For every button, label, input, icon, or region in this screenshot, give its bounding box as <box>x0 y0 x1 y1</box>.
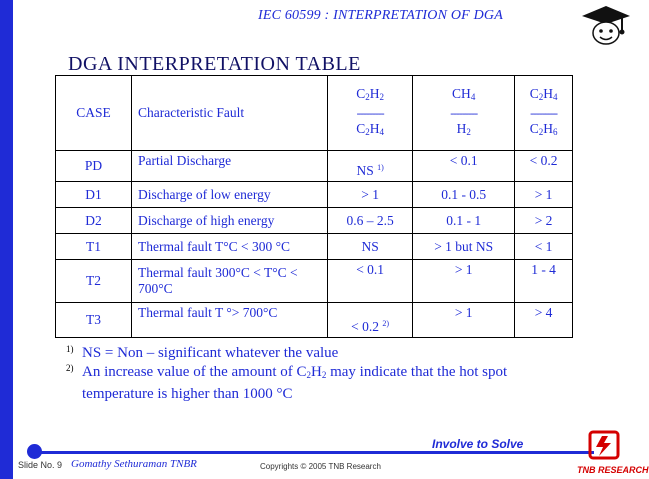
table-row <box>56 303 573 338</box>
table-row <box>56 151 573 182</box>
footnote-marker: 1) <box>66 344 74 354</box>
table-row <box>56 260 573 303</box>
header-title: IEC 60599 : INTERPRETATION OF DGA <box>258 8 503 23</box>
row-ratio1: 0.6 – 2.5 <box>328 208 413 234</box>
row-ratio2: < 0.1 <box>413 151 515 182</box>
table-row <box>56 208 573 234</box>
footnote-1 <box>66 344 566 363</box>
row-ratio1: > 1 <box>328 182 413 208</box>
row-case: T1 <box>56 234 132 260</box>
row-fault: Thermal fault T °> 700°C <box>132 303 328 338</box>
row-case: T3 <box>56 303 132 338</box>
author-name: Gomathy Sethuraman TNBR <box>71 458 197 470</box>
footer-bullet-dot <box>27 444 42 459</box>
table-row <box>56 234 573 260</box>
row-fault: Thermal fault T°C < 300 °C <box>132 234 328 260</box>
row-ratio2: 0.1 - 0.5 <box>413 182 515 208</box>
table-header-row <box>56 76 573 151</box>
dga-interpretation-table <box>55 75 573 338</box>
table-row <box>56 182 573 208</box>
row-case: PD <box>56 151 132 182</box>
row-fault: Partial Discharge <box>132 151 328 182</box>
row-ratio2: 0.1 - 1 <box>413 208 515 234</box>
row-fault: Discharge of low energy <box>132 182 328 208</box>
row-case: T2 <box>56 260 132 303</box>
row-ratio2: > 1 but NS <box>413 234 515 260</box>
footnote-2: 2) An increase value of the amount of $C_2H_2$ may indicate that the hot spot temperature is higher than 1000 °C <box>66 363 566 404</box>
row-ratio3: 1 - 4 <box>515 260 573 303</box>
footnote-text: NS = Non – significant whatever the value <box>82 345 339 361</box>
header-case: CASE <box>56 76 132 151</box>
row-ratio3: < 0.2 <box>515 151 573 182</box>
slide-number: Slide No. 9 <box>18 460 63 470</box>
logo-wordmark: TNB RESEARCH <box>577 465 649 475</box>
row-fault: Thermal fault 300°C < T°C < 700°C <box>132 260 328 303</box>
footer-divider <box>34 451 594 454</box>
row-case: D1 <box>56 182 132 208</box>
header-fault: Characteristic Fault <box>132 76 328 151</box>
header-ratio-c2h4-c2h6: $C_2H_4$ --------- $C_2H_6$ <box>515 76 573 151</box>
footnote-marker: 2) <box>66 363 74 373</box>
header-ratio-c2h2-c2h4: $C_2H_2$ --------- $C_2H_4$ <box>328 76 413 151</box>
row-ratio2: > 1 <box>413 303 515 338</box>
row-ratio1: < 0.1 <box>328 260 413 303</box>
copyright-text: Copyrights © 2005 TNB Research <box>260 462 381 471</box>
left-accent-bar <box>0 0 13 479</box>
row-ratio3: > 2 <box>515 208 573 234</box>
row-case: D2 <box>56 208 132 234</box>
page-title: DGA INTERPRETATION TABLE <box>68 53 361 75</box>
row-ratio1: NS $^{1)}$ <box>328 151 413 182</box>
row-ratio1: < 0.2 $^{2)}$ <box>328 303 413 338</box>
row-ratio1: NS <box>328 234 413 260</box>
header-ratio-ch4-h2: $CH_4$ --------- $H_2$ <box>413 76 515 151</box>
row-ratio2: > 1 <box>413 260 515 303</box>
footer-tagline: Involve to Solve <box>432 437 524 451</box>
footnote-text-line2: temperature is higher than 1000 °C <box>82 386 293 402</box>
mortarboard-mascot-icon <box>578 2 634 48</box>
row-fault: Discharge of high energy <box>132 208 328 234</box>
row-ratio3: > 4 <box>515 303 573 338</box>
row-ratio3: < 1 <box>515 234 573 260</box>
footnotes <box>66 344 566 404</box>
row-ratio3: > 1 <box>515 182 573 208</box>
